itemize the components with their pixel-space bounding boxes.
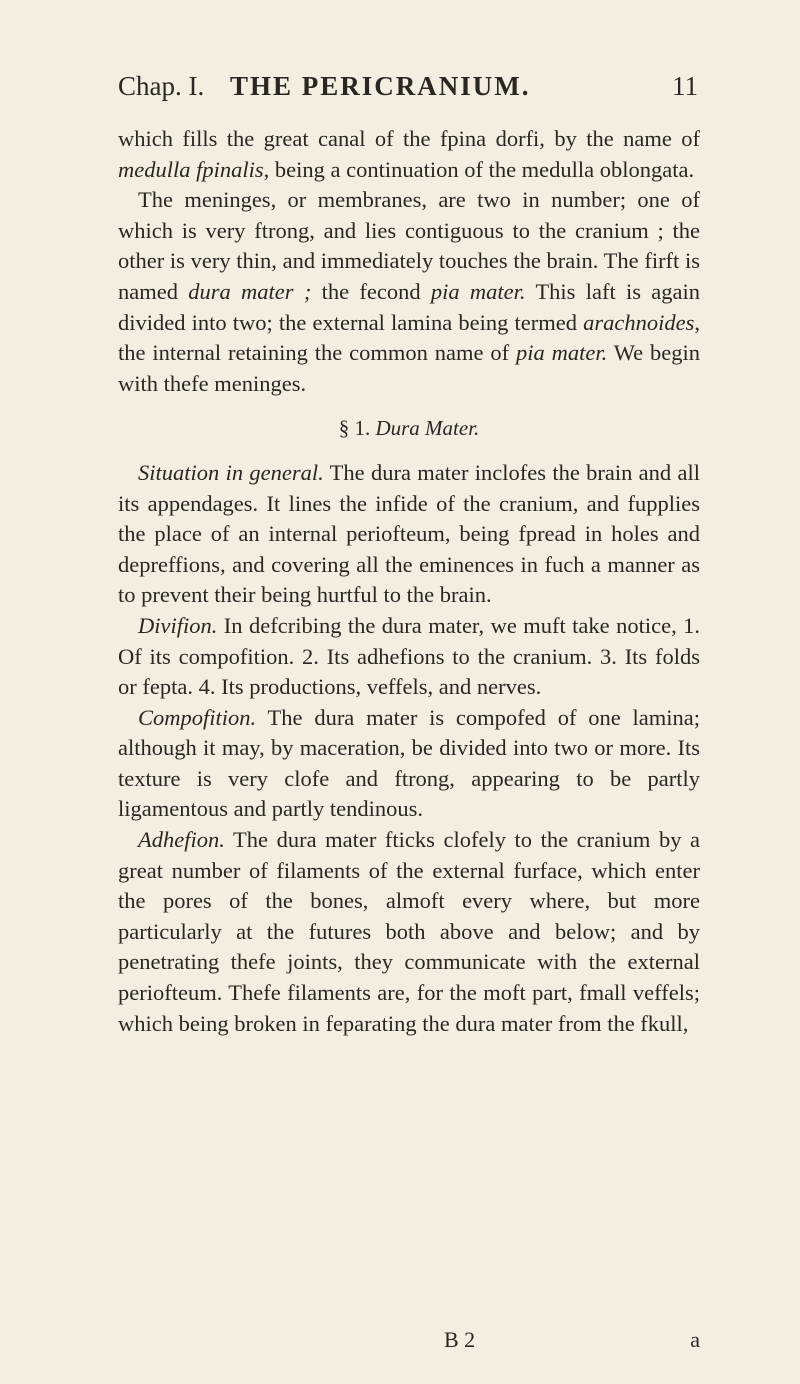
page-number: 11 (672, 71, 698, 101)
text-run: , the internal retaining the common name of (118, 309, 700, 366)
text-run: We begin with thefe meninges. (118, 340, 700, 396)
section-title: Dura Mater. (375, 416, 480, 441)
page-footer (118, 1324, 700, 1356)
paragraph-continuation (118, 124, 700, 185)
latin-term: arachnoides (583, 309, 695, 335)
body-text (118, 124, 700, 1039)
text-run: The dura mater fticks clofely to the cranium by a great number of filaments of the external furface, which enter the pores of the bones, almoft every where, but more particularly at the futures both above and below; and by penetrating thefe joints, they communicate with the external periofteum. Thefe filaments are, for the moft part, fmall veffels; which being broken in feparating the dura mater from the fkull, (118, 827, 700, 1036)
latin-term: dura mater ; (188, 278, 312, 304)
run-in-heading: Compofition. (138, 704, 257, 730)
signature-mark: B 2 (444, 1327, 476, 1352)
paragraph-composition (118, 703, 700, 825)
latin-term: pia mater. (430, 278, 526, 304)
section-heading (118, 413, 700, 444)
run-in-heading: Situation in general. (138, 459, 324, 485)
text-run: which fills the great canal of the fpina dorfi, by the name of (118, 126, 700, 151)
text-run: The dura mater inclofes the brain and all its appendages. It lines the infide of the cranium, and fupplies the place of an internal periofteum, being fpread in holes and depreffions, and covering all the eminences in fuch a manner as to prevent their being hurtful to the brain. (118, 459, 700, 608)
catchword: a (690, 1327, 700, 1352)
text-run: , being a continuation of the medulla oblongata. (263, 156, 695, 182)
chapter-label: Chap. I. (118, 71, 205, 101)
latin-term: medulla fpinalis (118, 156, 264, 182)
page-title: THE PERICRANIUM. (230, 71, 531, 101)
run-in-heading: Adhefion. (138, 827, 225, 853)
paragraph-situation (118, 458, 700, 611)
text-run: This laft is again divided into two; the external lamina being termed (118, 278, 701, 335)
running-head (118, 68, 698, 104)
text-run: the fecond (311, 278, 431, 304)
text-run: The dura mater is compofed of one lamina; although it may, by maceration, be divided into two or more. Its texture is very clofe and ftrong, appearing to be partly ligamentous and partly tendinous. (118, 704, 700, 822)
paragraph-division (118, 611, 700, 703)
text-run: In defcribing the dura mater, we muft take notice, 1. Of its compofition. 2. Its adhefions to the cranium. 3. Its folds or fepta. 4. Its productions, veffels, and nerves. (118, 612, 700, 700)
paragraph-adhesion (118, 825, 700, 1039)
section-number: § 1. (338, 416, 371, 441)
latin-term: pia mater. (516, 340, 608, 366)
run-in-heading: Divifion. (138, 612, 218, 638)
paragraph-meninges (118, 185, 700, 399)
text-run: The meninges, or membranes, are two in number; one of which is very ftrong, and lies contiguous to the cranium ; the other is very thin, and immediately touches the brain. The firft is named (118, 187, 700, 304)
